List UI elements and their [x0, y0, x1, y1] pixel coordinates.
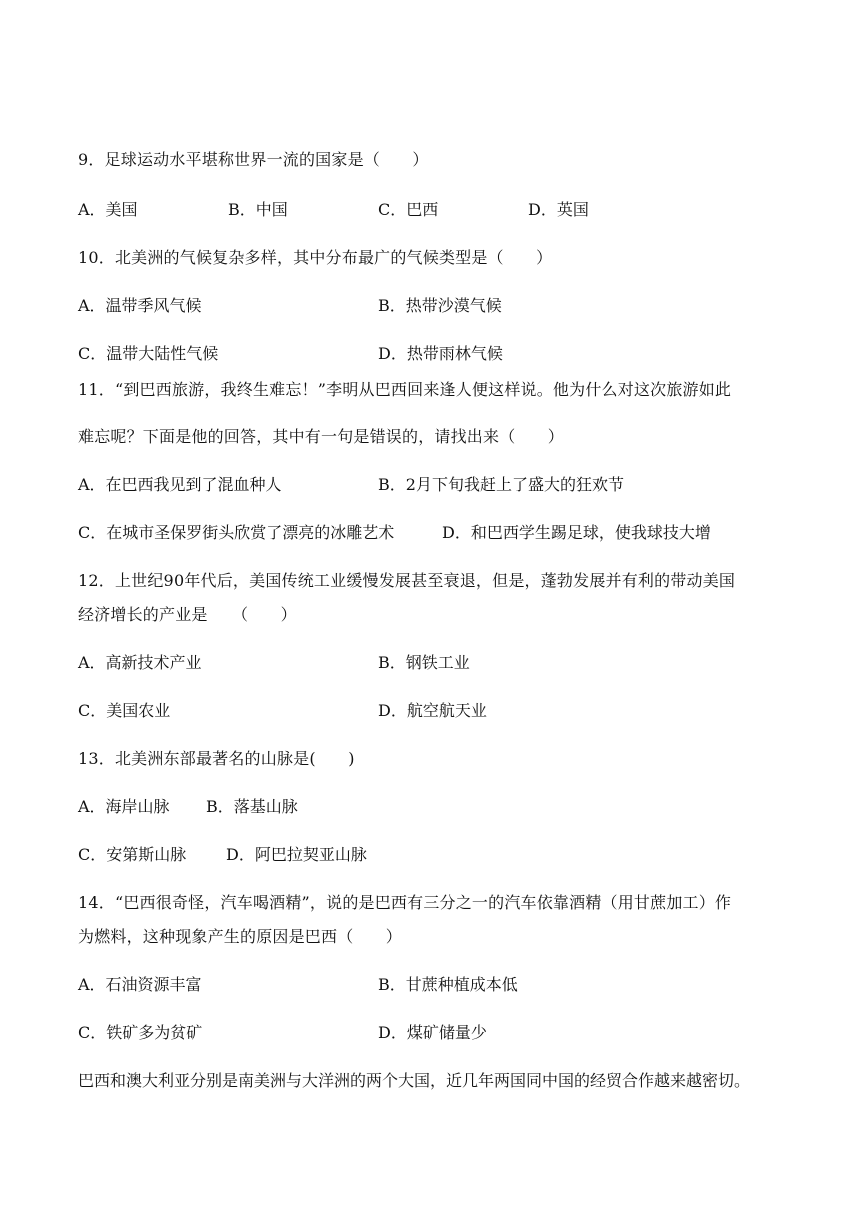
question-9-option-d: D．英国: [528, 200, 589, 219]
question-9-stem: 9．足球运动水平堪称世界一流的国家是（ ）: [78, 150, 429, 169]
question-10-option-d: D．热带雨林气候: [378, 344, 503, 363]
question-9-option-c: C．巴西: [378, 200, 439, 219]
question-10-option-c: C．温带大陆性气候: [78, 344, 219, 363]
question-13-option-c: C．安第斯山脉: [78, 845, 187, 864]
question-11-option-b: B．2月下旬我赶上了盛大的狂欢节: [378, 475, 624, 494]
question-12-option-d: D．航空航天业: [378, 701, 487, 720]
question-12-option-a: A．高新技术产业: [78, 653, 202, 672]
question-14-option-c: C．铁矿多为贫矿: [78, 1023, 203, 1042]
question-12-stem-line-1: 12．上世纪90年代后，美国传统工业缓慢发展甚至衰退，但是，蓬勃发展并有利的带动美国: [78, 571, 736, 590]
question-11-stem-line-1: 11．“到巴西旅游，我终生难忘！”李明从巴西回来逢人便这样说。他为什么对这次旅游如此: [78, 380, 732, 399]
question-11-option-d: D．和巴西学生踢足球，使我球技大增: [442, 523, 711, 542]
question-12-option-b: B．钢铁工业: [378, 653, 470, 672]
question-10-option-b: B．热带沙漠气候: [378, 296, 502, 315]
question-14-option-d: D．煤矿储量少: [378, 1023, 487, 1042]
question-14-stem-line-1: 14．“巴西很奇怪，汽车喝酒精”，说的是巴西有三分之一的汽车依靠酒精（用甘蔗加工）作: [78, 893, 732, 912]
question-14-option-b: B．甘蔗种植成本低: [378, 975, 518, 994]
question-12-option-c: C．美国农业: [78, 701, 171, 720]
question-14-stem-line-2: 为燃料，这种现象产生的原因是巴西（ ）: [78, 927, 403, 946]
passage-text: 巴西和澳大利亚分别是南美洲与大洋洲的两个大国，近几年两国同中国的经贸合作越来越密切。: [78, 1071, 751, 1090]
question-9-option-a: A．美国: [78, 200, 138, 219]
question-10-stem: 10．北美洲的气候复杂多样，其中分布最广的气候类型是（ ）: [78, 248, 553, 267]
question-14-option-a: A．石油资源丰富: [78, 975, 202, 994]
question-12-stem-line-2: 经济增长的产业是 （ ）: [78, 605, 297, 624]
question-13-option-a: A．海岸山脉: [78, 797, 170, 816]
question-13-stem: 13．北美洲东部最著名的山脉是( ): [78, 749, 355, 768]
question-9-option-b: B．中国: [228, 200, 288, 219]
question-10-option-a: A．温带季风气候: [78, 296, 202, 315]
question-13-option-b: B．落基山脉: [206, 797, 298, 816]
question-13-option-d: D．阿巴拉契亚山脉: [226, 845, 367, 864]
question-11-stem-line-2: 难忘呢？下面是他的回答，其中有一句是错误的，请找出来（ ）: [78, 427, 565, 446]
question-11-option-c: C．在城市圣保罗街头欣赏了漂亮的冰雕艺术: [78, 523, 395, 542]
question-11-option-a: A．在巴西我见到了混血种人: [78, 475, 282, 494]
